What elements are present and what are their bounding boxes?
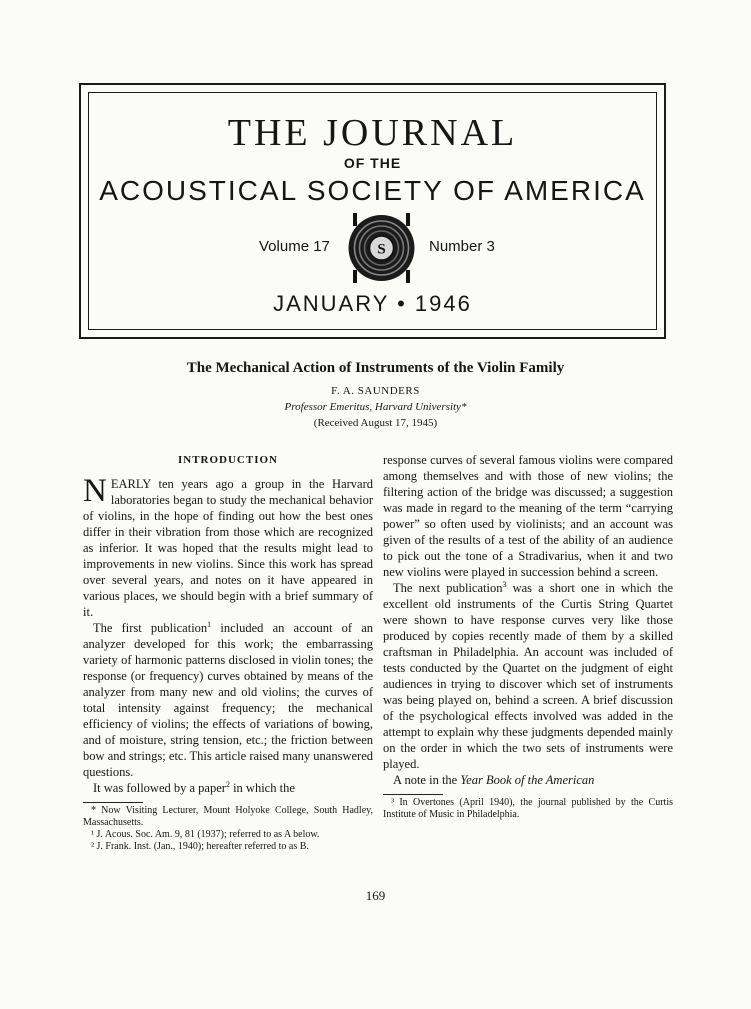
paragraph-4-rest: was a short one in which the excellent old instruments of the Curtis String Quartet were shown to have response curves very like those produced by copies recently made of them by a skilled craftsman in Philadelphia. An account was included of tests conducted by the Quartet on the judgment of eight audiences in trying to discover which set of instruments was being played on, behind a screen. A brief discussion of the psychological effects involved was added in the attempt to explain why these judgments depended mainly on the order in which the two sets of instruments were played. — [383, 581, 673, 771]
footnote-divider-right — [383, 794, 443, 795]
journal-title: THE JOURNAL — [227, 112, 518, 154]
footnote-2: ² J. Frank. Inst. (Jan., 1940); hereafter referred to as B. — [91, 841, 309, 852]
paragraph-2-rest: included an account of an analyzer developed for this work; the embarrassing variety of harmonic patterns disclosed in violin tones; the response (or frequency) curves obtained by means of the analyzer from many new and old violins; the curves of total intensity against frequency; the mechanical efficiency of violins; the effects of variations of bowing, and of moisture, string tension, etc.; the friction between bow and strings; etc. This article raised many unanswered questions. — [83, 621, 373, 779]
author-affiliation: Professor Emeritus, Harvard University* — [284, 401, 467, 413]
article-title: The Mechanical Action of Instruments of the Violin Family — [186, 360, 565, 376]
paragraph-3-rest: in which the — [229, 781, 295, 795]
footnote-ref-2: 2 — [225, 779, 230, 789]
paragraph-3-continued: response curves of several famous violins were compared among themselves and with those of new violins; the filtering action of the bridge was discussed; a suggestion was made in regard to the meaning of the term “carrying power” so often used by violinists; and an account was given of the results of a test of the ability of an audience to pick out the tone of a Stradivarius, when it and two new violins were played in succession behind a screen. — [383, 453, 673, 579]
volume-label: Volume 17 — [259, 238, 330, 255]
paragraph-1-text: EARLY ten years ago a group in the Harvard laboratories began to study the mechanical behavior of violins, in the hope of finding out how the best ones differ in their vibration from those which are recognized as inferior. It was hoped that the results might lead to improvements in new violins. Since this work has spread over several years, and notes on it have appeared in various places, we should begin with a brief summary of it. — [83, 477, 373, 619]
number-label: Number 3 — [429, 238, 495, 255]
article-author: F. A. SAUNDERS — [331, 385, 420, 397]
drop-cap: N — [83, 473, 107, 509]
paragraph-3 — [83, 780, 373, 796]
paragraph-1 — [83, 473, 373, 620]
paragraph-5 — [383, 772, 673, 788]
right-column — [383, 452, 673, 821]
journal-of-the: OF THE — [343, 155, 402, 171]
paragraph-5-start: A note in the — [393, 773, 461, 787]
paragraph-2-start: The first publication — [93, 621, 208, 635]
paragraph-5-italic: Year Book of the American — [460, 773, 595, 787]
paragraph-4 — [383, 580, 673, 772]
left-column — [83, 452, 373, 853]
footnote-ref-3: 3 — [502, 579, 507, 589]
issue-date: JANUARY • 1946 — [273, 291, 472, 316]
footnote-3: ³ In Overtones (April 1940), the journal published by the Curtis Institute of Music in Philadelphia. — [383, 797, 673, 820]
society-seal-icon — [344, 213, 419, 283]
paragraph-2 — [83, 620, 373, 780]
masthead-inner-frame — [88, 92, 657, 330]
footnote-1: ¹ J. Acous. Soc. Am. 9, 81 (1937); referred to as A below. — [91, 829, 320, 840]
society-name: ACOUSTICAL SOCIETY OF AMERICA — [99, 175, 646, 206]
journal-masthead — [79, 83, 666, 339]
footnote-ref-1: 1 — [207, 619, 212, 629]
footnote-divider — [83, 802, 143, 803]
paragraph-4-start: The next publication — [393, 581, 503, 595]
received-date: (Received August 17, 1945) — [313, 417, 438, 429]
page-number: 169 — [365, 888, 386, 903]
seal-letter: S — [377, 241, 386, 258]
section-heading: INTRODUCTION — [177, 454, 278, 466]
footnote-star: * Now Visiting Lecturer, Mount Holyoke College, South Hadley, Massachusetts. — [83, 805, 373, 828]
paragraph-3-start: It was followed by a paper — [93, 781, 226, 795]
